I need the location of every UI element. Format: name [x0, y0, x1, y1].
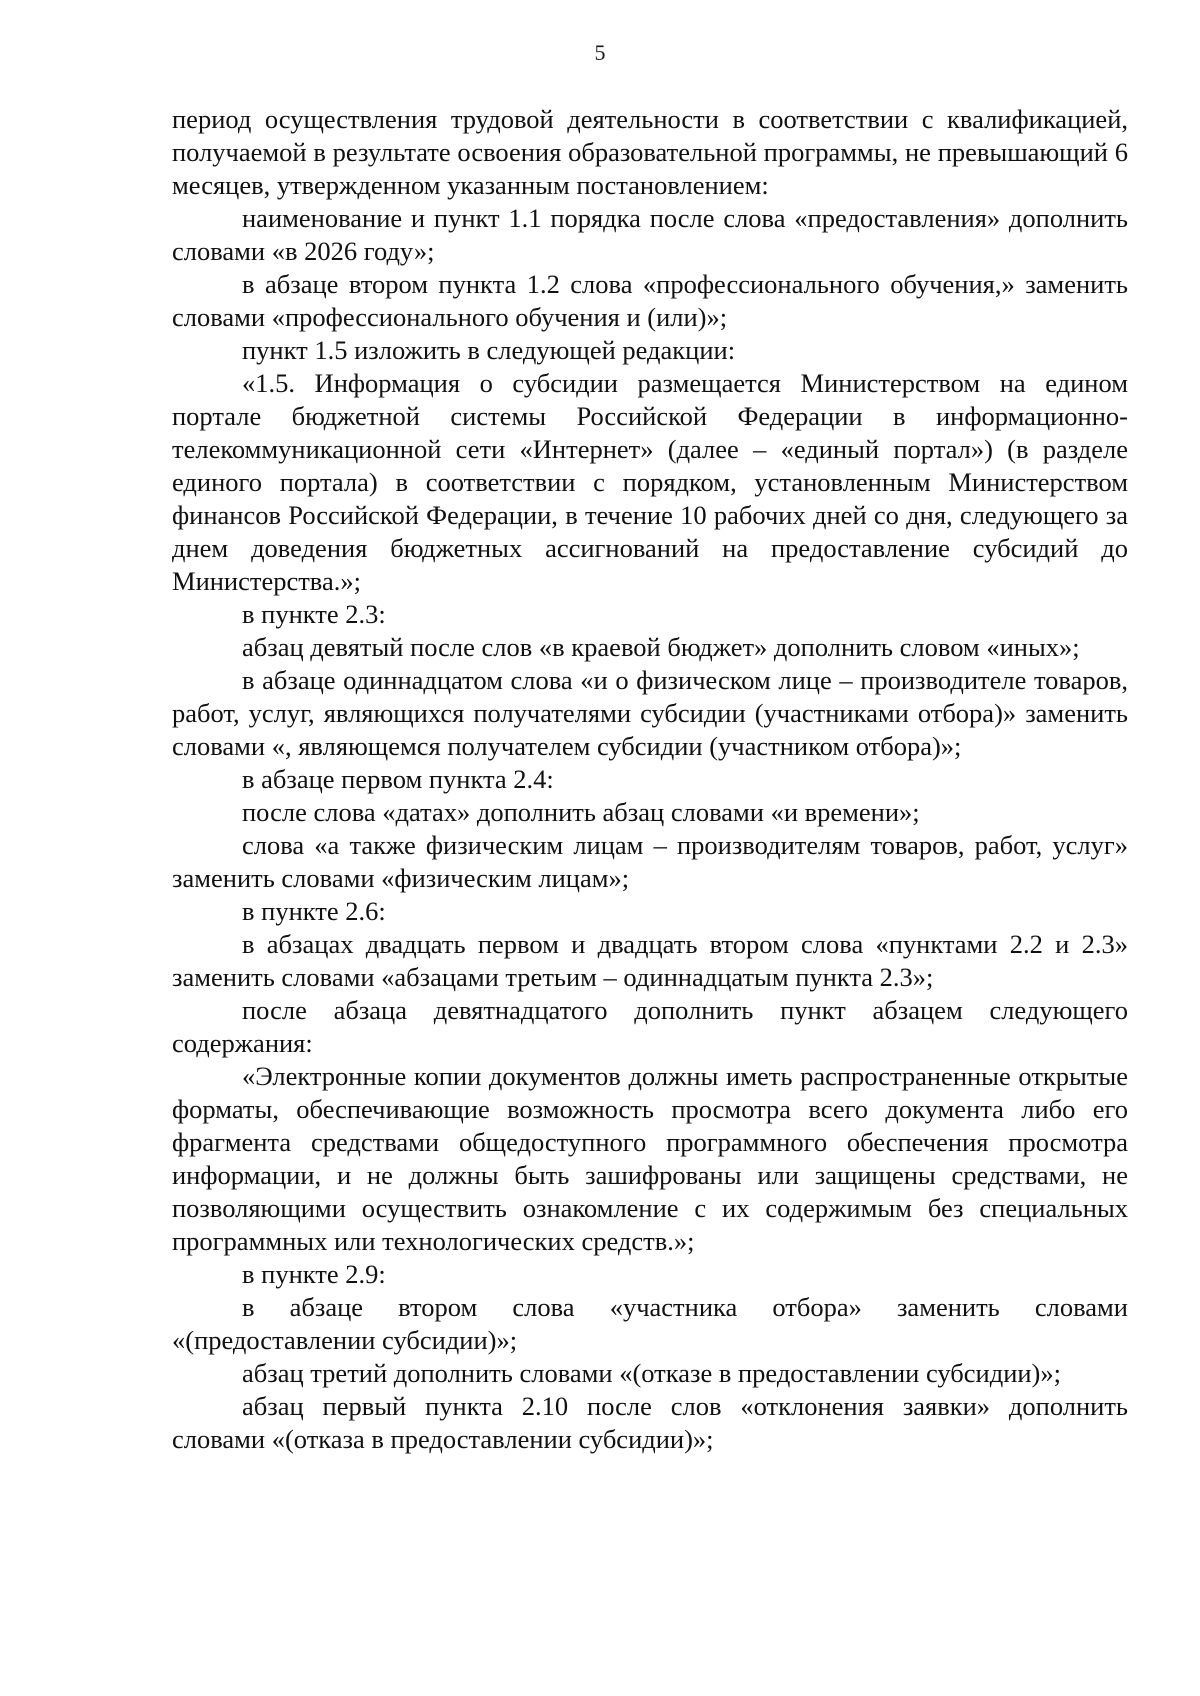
paragraph: в абзаце одиннадцатом слова «и о физическом лице – производителе товаров, работ, услуг, являющихся получателями субсидии (участниками отбора)» заменить словами «, являющемся получателем субсидии (участником отбора)»;	[172, 665, 1128, 761]
paragraph: слова «а также физическим лицам – производителям товаров, работ, услуг» заменить словами «физическим лицам»;	[172, 830, 1128, 893]
paragraph: после слова «датах» дополнить абзац словами «и времени»;	[242, 797, 920, 827]
paragraph: абзац третий дополнить словами «(отказе в предоставлении субсидии)»;	[242, 1358, 1061, 1388]
paragraph: в абзаце первом пункта 2.4:	[242, 764, 554, 794]
paragraph: «Электронные копии документов должны иметь распространенные открытые форматы, обеспечивающие возможность просмотра всего документа либо его фрагмента средствами общедоступного программного обеспечения просмотра информации, и не должны быть зашифрованы или защищены средствами, не позволяющими осуществить ознакомление с их содержимым без специальных программных или технологических средств.»;	[172, 1061, 1128, 1256]
paragraph: абзац девятый после слов «в краевой бюджет» дополнить словом «иных»;	[242, 632, 1080, 662]
document-body	[172, 103, 1128, 1456]
paragraph: в абзаце втором слова «участника отбора» заменить словами «(предоставлении субсидии)»;	[172, 1292, 1128, 1355]
paragraph: в абзаце втором пункта 1.2 слова «профессионального обучения,» заменить словами «профессионального обучения и (или)»;	[172, 269, 1128, 332]
paragraph: «1.5. Информация о субсидии размещается Министерством на едином портале бюджетной системы Российской Федерации в информационно-телекоммуникационной сети «Интернет» (далее – «единый портал») (в разделе единого портала) в соответствии с порядком, установленным Министерством финансов Российской Федерации, в течение 10 рабочих дней со дня, следующего за днем доведения бюджетных ассигнований на предоставление субсидий до Министерства.»;	[172, 368, 1128, 596]
paragraph: после абзаца девятнадцатого дополнить пункт абзацем следующего содержания:	[172, 995, 1128, 1058]
paragraph: в пункте 2.3:	[242, 599, 386, 629]
paragraph: абзац первый пункта 2.10 после слов «отклонения заявки» дополнить словами «(отказа в предоставлении субсидии)»;	[172, 1391, 1128, 1454]
paragraph: период осуществления трудовой деятельности в соответствии с квалификацией, получаемой в результате освоения образовательной программы, не превышающий 6 месяцев, утвержденном указанным постановлением:	[172, 104, 1128, 200]
paragraph: в пункте 2.6:	[242, 896, 386, 926]
paragraph: наименование и пункт 1.1 порядка после слова «предоставления» дополнить словами «в 2026 году»;	[172, 203, 1128, 266]
paragraph: пункт 1.5 изложить в следующей редакции:	[242, 335, 736, 365]
page-number: 5	[594, 40, 606, 65]
paragraph: в пункте 2.9:	[242, 1259, 386, 1289]
paragraph: в абзацах двадцать первом и двадцать втором слова «пунктами 2.2 и 2.3» заменить словами «абзацами третьим – одиннадцатым пункта 2.3»;	[172, 929, 1128, 992]
